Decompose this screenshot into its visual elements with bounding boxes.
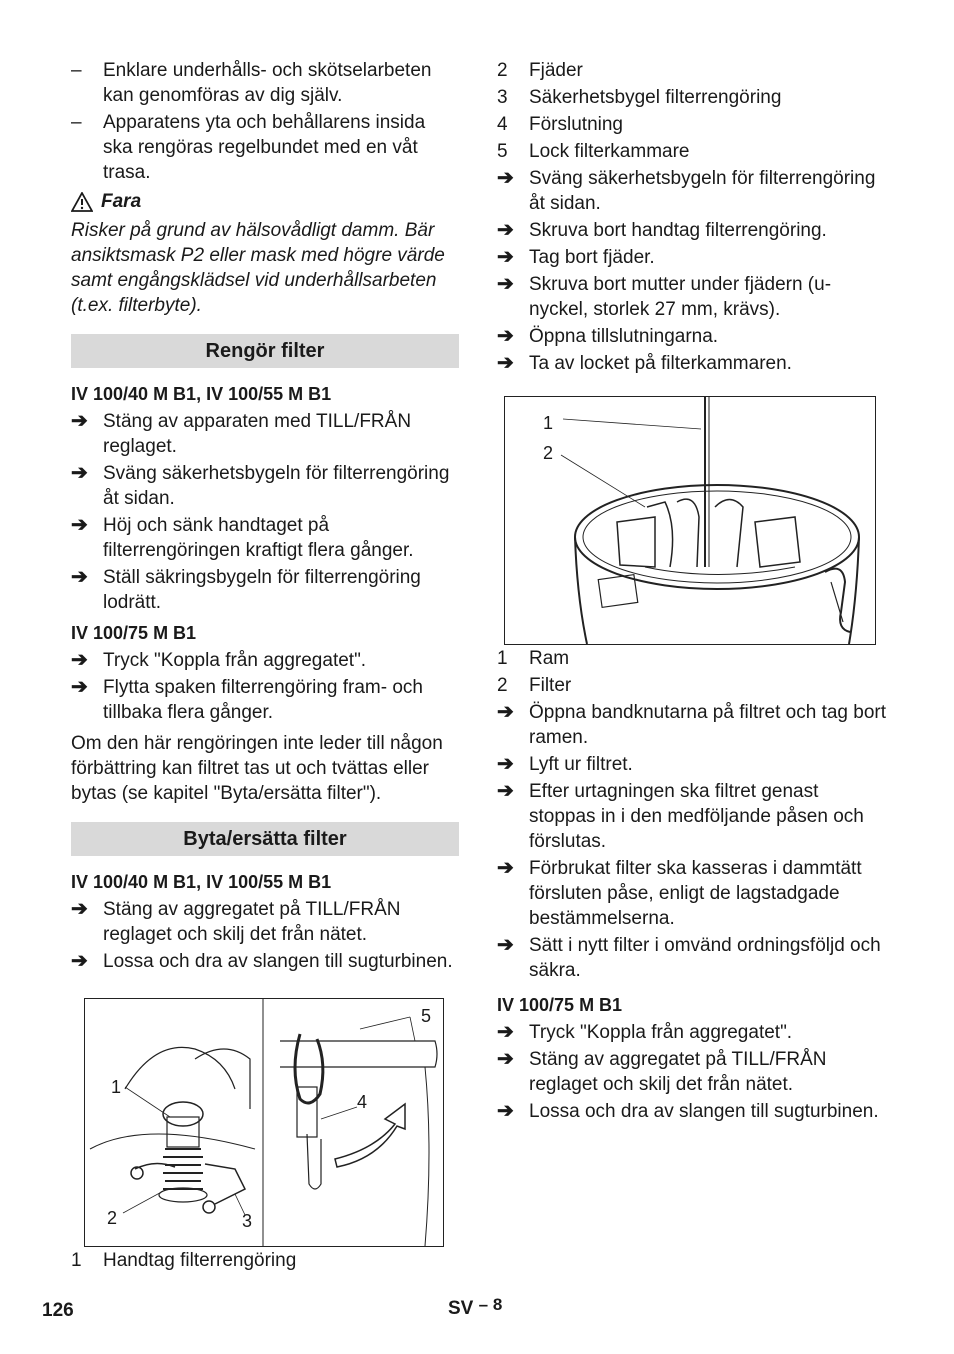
- right-arrow-icon: ➔: [497, 1048, 514, 1070]
- step-item: [71, 897, 459, 947]
- figure-label-4: 4: [357, 1092, 368, 1112]
- legend-number: 3: [497, 87, 508, 108]
- page-number: 126: [42, 1300, 74, 1321]
- step-item: [497, 752, 887, 777]
- figure-label-1: 1: [111, 1077, 122, 1097]
- right-arrow-icon: ➔: [497, 246, 514, 268]
- section-heading-byta: Byta/ersätta filter: [71, 822, 459, 856]
- model-subheading: IV 100/40 M B1, IV 100/55 M B1: [71, 384, 332, 404]
- warning-heading: [71, 189, 459, 214]
- legend-number: 4: [497, 114, 508, 135]
- legend-text: Lock filterkammare: [529, 141, 690, 162]
- step-text: Stäng av aggregatet på TILL/FRÅN reglaget och skilj det från nätet.: [529, 1049, 827, 1095]
- step-text: Lossa och dra av slangen till sugturbinen.: [529, 1101, 879, 1122]
- model-subheading: IV 100/75 M B1: [497, 995, 623, 1015]
- figure-label-2: 2: [543, 443, 554, 463]
- body-paragraph: Om den här rengöringen inte leder till någon förbättring kan filtret tas ut och tvättas eller bytas (se kapitel "Byta/ersätta filter").: [71, 733, 443, 804]
- right-arrow-icon: ➔: [71, 950, 88, 972]
- intro-text: Enklare underhålls- och skötselarbeten kan genomföras av dig själv.: [103, 60, 432, 106]
- illustration-drawing: [85, 999, 443, 1246]
- step-text: Sväng säkerhetsbygeln för filterrengöring åt sidan.: [529, 168, 876, 214]
- step-text: Sätt i nytt filter i omvänd ordningsföljd och säkra.: [529, 935, 881, 981]
- step-text: Öppna bandknutarna på filtret och tag bort ramen.: [529, 702, 887, 748]
- right-arrow-icon: ➔: [497, 780, 514, 802]
- dash-bullet: –: [71, 60, 82, 81]
- right-arrow-icon: ➔: [497, 1021, 514, 1043]
- legend-number: 1: [71, 1250, 82, 1271]
- right-arrow-icon: ➔: [497, 325, 514, 347]
- right-arrow-icon: ➔: [71, 462, 88, 484]
- right-column-lower: [497, 646, 887, 1126]
- figure-label-5: 5: [421, 1006, 432, 1026]
- step-item: [497, 218, 887, 243]
- legend-number: 1: [497, 648, 508, 669]
- step-text: Flytta spaken filterrengöring fram- och tillbaka flera gånger.: [103, 677, 423, 723]
- step-text: Lossa och dra av slangen till sugturbinen.: [103, 951, 453, 972]
- right-arrow-icon: ➔: [71, 676, 88, 698]
- figure-label-1: 1: [543, 413, 554, 433]
- step-item: [71, 513, 459, 563]
- step-item: [497, 272, 887, 322]
- step-item: [497, 856, 887, 931]
- right-arrow-icon: ➔: [497, 701, 514, 723]
- step-text: Ställ säkringsbygeln för filterrengöring lodrätt.: [103, 567, 421, 613]
- legend-item: [497, 112, 887, 137]
- step-text: Ta av locket på filterkammaren.: [529, 353, 792, 374]
- step-item: [497, 933, 887, 983]
- dash-bullet: –: [71, 112, 82, 133]
- legend-item: [497, 85, 887, 110]
- right-arrow-icon: ➔: [497, 273, 514, 295]
- step-text: Höj och sänk handtaget på filterrengöringen kraftigt flera gånger.: [103, 515, 414, 561]
- step-item: [71, 675, 459, 725]
- step-text: Skruva bort handtag filterrengöring.: [529, 220, 827, 241]
- legend-text: Fjäder: [529, 60, 583, 81]
- legend-number: 2: [497, 675, 508, 696]
- filter-container-illustration: [504, 396, 876, 645]
- step-text: Efter urtagningen ska filtret genast stoppas in i den medföljande påsen och förslutas.: [529, 781, 864, 852]
- step-text: Stäng av apparaten med TILL/FRÅN reglaget.: [103, 411, 412, 457]
- warning-triangle-icon: [71, 192, 93, 212]
- step-text: Förbrukat filter ska kasseras i dammtätt försluten påse, enligt de lagstadgade bestämmelserna.: [529, 858, 862, 929]
- legend-item: [497, 673, 887, 698]
- step-text: Tryck "Koppla från aggregatet".: [103, 650, 367, 671]
- step-text: Stäng av aggregatet på TILL/FRÅN reglaget och skilj det från nätet.: [103, 899, 401, 945]
- right-arrow-icon: ➔: [497, 1100, 514, 1122]
- right-arrow-icon: ➔: [497, 934, 514, 956]
- language-section-marker: [448, 1296, 502, 1321]
- step-item: [497, 166, 887, 216]
- step-item: [71, 461, 459, 511]
- step-text: Tag bort fjäder.: [529, 247, 655, 268]
- legend-number: 2: [497, 60, 508, 81]
- step-item: [497, 245, 887, 270]
- step-item: [71, 409, 459, 459]
- right-arrow-icon: ➔: [71, 410, 88, 432]
- legend-item: [497, 58, 887, 83]
- section-page: – 8: [478, 1295, 503, 1314]
- intro-item: [71, 58, 459, 108]
- figure-label-2: 2: [107, 1208, 118, 1228]
- legend-number: 5: [497, 141, 508, 162]
- right-arrow-icon: ➔: [71, 898, 88, 920]
- right-arrow-icon: ➔: [71, 514, 88, 536]
- legend-text: Säkerhetsbygel filterrengöring: [529, 87, 782, 108]
- right-column: [497, 58, 887, 378]
- step-item: [497, 1020, 887, 1045]
- warning-title: Fara: [101, 191, 142, 212]
- right-arrow-icon: ➔: [497, 857, 514, 879]
- legend-item: [497, 646, 887, 671]
- step-item: [497, 1099, 887, 1124]
- warning-text: Risker på grund av hälsovådligt damm. Bär ansiktsmask P2 eller mask med högre värde samt engångsklädsel vid underhållsarbeten (t.ex. filterbyte).: [71, 220, 445, 316]
- step-text: Skruva bort mutter under fjädern (u-nyckel, storlek 27 mm, krävs).: [529, 274, 832, 320]
- right-arrow-icon: ➔: [71, 649, 88, 671]
- illustration-drawing: [505, 397, 875, 644]
- intro-item: [71, 110, 459, 185]
- step-item: [71, 949, 459, 974]
- legend-item: [71, 1248, 491, 1273]
- step-item: [497, 1047, 887, 1097]
- step-item: [497, 324, 887, 349]
- model-subheading: IV 100/40 M B1, IV 100/55 M B1: [71, 872, 332, 892]
- language-code: SV: [448, 1298, 474, 1319]
- model-subheading: IV 100/75 M B1: [71, 623, 197, 643]
- legend-text: Ram: [529, 648, 570, 669]
- step-text: Öppna tillslutningarna.: [529, 326, 719, 347]
- step-text: Lyft ur filtret.: [529, 754, 633, 775]
- step-item: [497, 351, 887, 376]
- right-arrow-icon: ➔: [497, 753, 514, 775]
- step-text: Sväng säkerhetsbygeln för filterrengöring åt sidan.: [103, 463, 450, 509]
- step-item: [497, 779, 887, 854]
- filter-handle-illustration: [84, 998, 444, 1247]
- section-heading-rengor: Rengör filter: [71, 334, 459, 368]
- intro-text: Apparatens yta och behållarens insida ska rengöras regelbundet med en våt trasa.: [103, 112, 426, 183]
- right-arrow-icon: ➔: [497, 167, 514, 189]
- step-text: Tryck "Koppla från aggregatet".: [529, 1022, 793, 1043]
- legend-item: [497, 139, 887, 164]
- step-item: [71, 565, 459, 615]
- right-arrow-icon: ➔: [497, 352, 514, 374]
- right-arrow-icon: ➔: [71, 566, 88, 588]
- right-arrow-icon: ➔: [497, 219, 514, 241]
- figure-label-3: 3: [242, 1211, 253, 1231]
- left-column: [71, 58, 459, 976]
- legend-text: Förslutning: [529, 114, 623, 135]
- step-item: [497, 700, 887, 750]
- legend-text: Filter: [529, 675, 572, 696]
- step-item: [71, 648, 459, 673]
- legend-text: Handtag filterrengöring: [103, 1250, 297, 1271]
